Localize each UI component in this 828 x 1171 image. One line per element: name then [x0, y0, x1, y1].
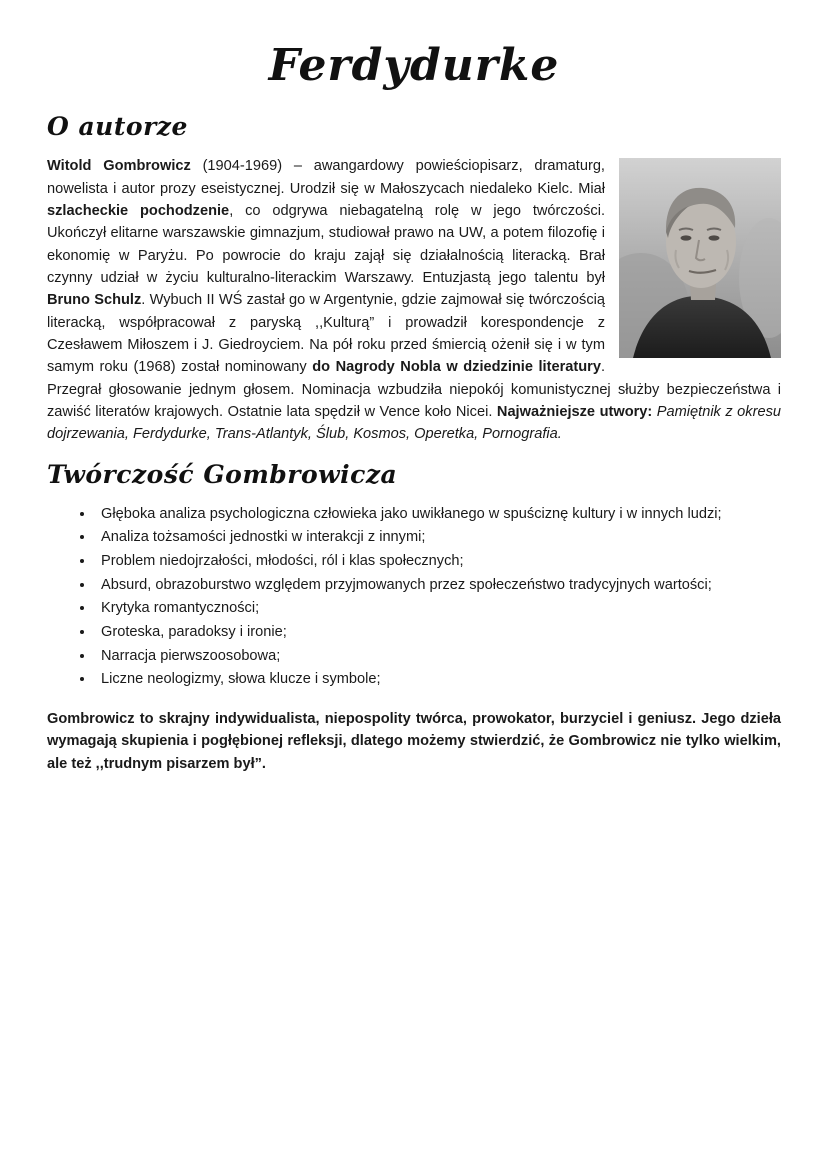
gombrowicz-portrait	[619, 158, 781, 358]
author-text-7: . Przegrał głosowanie jednym głosem. Nominacja wzbudziła niepokój komunistycznej służby bezpieczeństwa i zawiść literatów krajowych. Ostatnie lata spędził w Vence koło Nicei.	[47, 359, 781, 420]
author-paragraph	[47, 155, 781, 445]
author-works-label: Najważniejsze utwory:	[496, 404, 657, 420]
list-item: • Liczne neologizmy, słowa klucze i symbole;	[95, 668, 781, 692]
section-heading-about: O autorze	[47, 112, 188, 142]
author-bold-2: szlacheckie pochodzenie	[47, 203, 230, 220]
section-heading-works: Twórczość Gombrowicza	[47, 459, 398, 489]
works-list	[77, 503, 781, 692]
page-title: Ferdydurke	[268, 40, 560, 91]
list-item: • Krytyka romantyczności;	[95, 597, 781, 621]
author-bold-6: do Nagrody Nobla w dziedzinie literatury	[312, 359, 601, 376]
author-name: Witold Gombrowicz	[47, 158, 191, 175]
gombrowicz-portrait-image	[619, 158, 781, 358]
list-item: • Problem niedojrzałości, młodości, ról i klas społecznych;	[95, 550, 781, 574]
author-text-3: , co odgrywa niebagatelną rolę w jego twórczości. Ukończył elitarne warszawskie gimnazjum, studiował prawo na UW, a potem filozofię i ekonomię w Paryżu. Po powrocie do kraju zajął się działalnością literacką. Brał czynny udział w życiu kulturalno-literackim Warszawy. Entuzjastą jego talentu był	[47, 203, 605, 287]
list-item: • Głęboka analiza psychologiczna człowieka jako uwikłanego w spuściznę kultury i w innych ludzi;	[95, 503, 781, 527]
author-works-titles: Pamiętnik z okresu dojrzewania, Ferdydurke, Trans-Atlantyk, Ślub, Kosmos, Operetka, Pornografia.	[47, 404, 781, 443]
list-item: • Groteska, paradoksy i ironie;	[95, 621, 781, 645]
list-item: • Absurd, obrazoburstwo względem przyjmowanych przez społeczeństwo tradycyjnych wartości;	[95, 574, 781, 598]
author-text-1: (1904-1969) – awangardowy powieściopisarz, dramaturg, nowelista i autor prozy eseistycznej. Urodził się w Małoszycach niedaleko Kielc. Miał	[47, 158, 605, 197]
author-text-5: . Wybuch II WŚ zastał go w Argentynie, gdzie zajmował się twórczością literacką, współpracował z paryską ,,Kulturą” i prowadził korespondencje z Czesławem Miłoszem i J. Giedroyciem. Na pół roku przed śmiercią ożenił się i w tym samym roku (1968) został nominowany	[47, 292, 605, 376]
list-item: • Analiza tożsamości jednostki w interakcji z innymi;	[95, 526, 781, 550]
conclusion-paragraph: Gombrowicz to skrajny indywidualista, niepospolity twórca, prowokator, burzyciel i geniusz. Jego dzieła wymagają skupienia i pogłębionej refleksji, dlatego możemy stwierdzić, że Gombrowicz nie tylko wielkim, ale też ,,trudnym pisarzem był”.	[47, 710, 781, 772]
author-bold-4: Bruno Schulz	[47, 292, 142, 309]
list-item: • Narracja pierwszoosobowa;	[95, 645, 781, 669]
